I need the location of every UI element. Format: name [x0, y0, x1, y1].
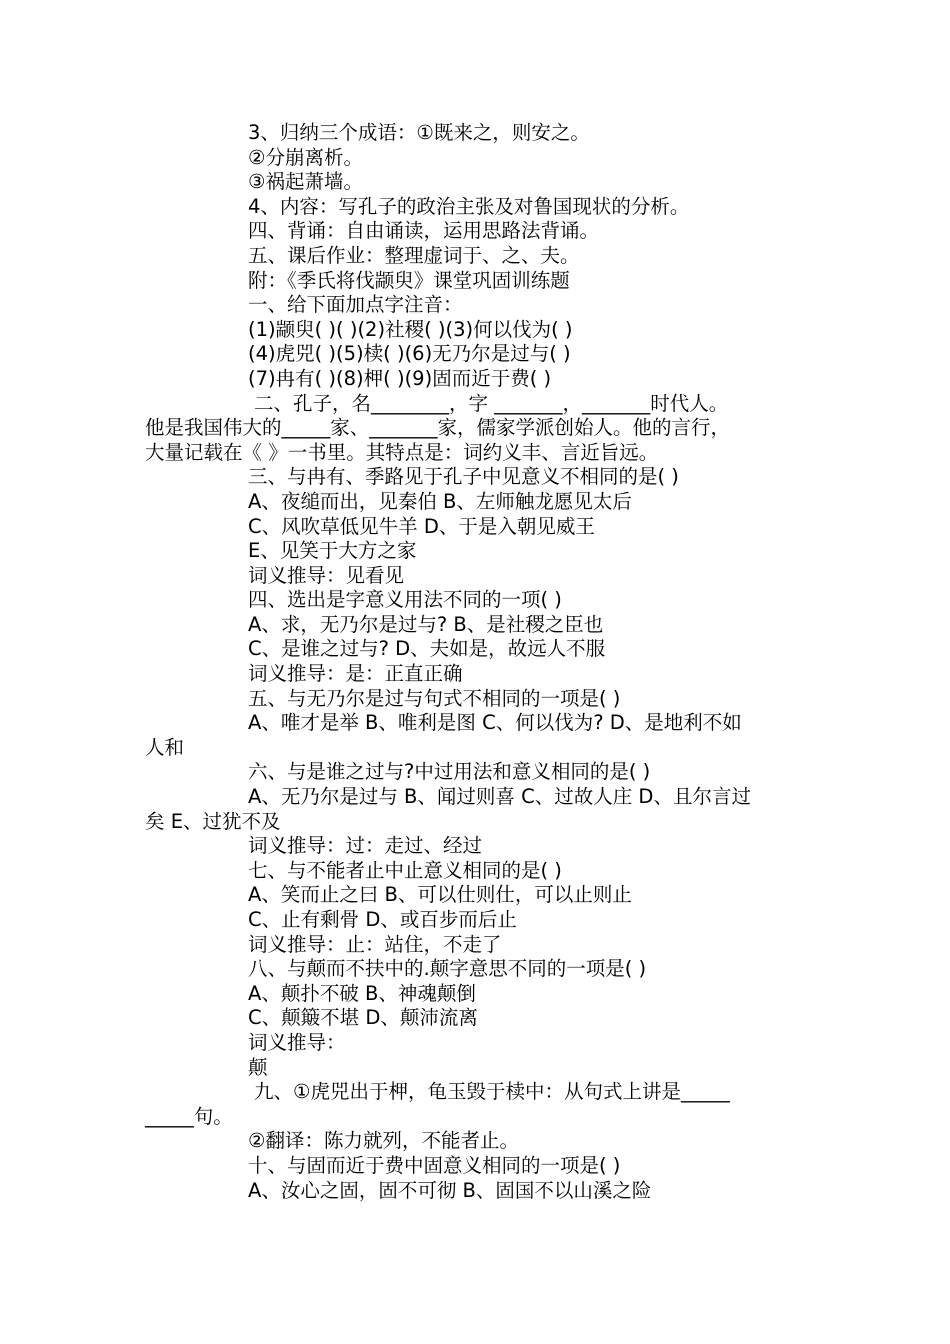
text-line: 词义推导：是：正直正确: [248, 662, 463, 686]
text-line: 矣 E、过犹不及: [145, 809, 281, 833]
text-line: 九、①虎兕出于柙，龟玉毁于椟中：从句式上讲是_____: [254, 1080, 730, 1104]
text-line: 五、与无乃尔是过与句式不相同的一项是( ): [248, 686, 621, 710]
text-line: E、见笑于大方之家: [248, 539, 417, 563]
text-line: 二、孔子，名________，字 _______，_______时代人。: [254, 391, 729, 415]
text-line: 词义推导：止：站住，不走了: [248, 932, 502, 956]
document-body: [0, 121, 950, 1203]
text-line: C、风吹草低见牛羊 D、于是入朝见威王: [248, 514, 595, 538]
text-line: 大量记载在《 》一书里。其特点是：词约义丰、言近旨远。: [145, 440, 659, 464]
text-line: (7)冉有( )(8)柙( )(9)固而近于费( ): [248, 366, 552, 390]
text-line: 3、归纳三个成语：①既来之，则安之。: [248, 121, 590, 144]
text-line: C、是谁之过与? D、夫如是，故远人不服: [248, 637, 606, 661]
text-line: A、汝心之固，固不可彻 B、固国不以山溪之险: [248, 1178, 652, 1202]
text-line: _____句。: [145, 1104, 233, 1128]
text-line: 五、课后作业：整理虚词于、之、夫。: [248, 243, 580, 267]
text-line: 人和: [145, 735, 185, 759]
text-line: ②翻译：陈力就列，不能者止。: [248, 1129, 519, 1153]
text-line: (1)颛臾( )( )(2)社稷( )(3)何以伐为( ): [248, 317, 573, 341]
text-line: 六、与是谁之过与?中过用法和意义相同的是( ): [248, 760, 651, 784]
text-line: C、颠簸不堪 D、颠沛流离: [248, 1006, 478, 1030]
text-line: ②分崩离析。: [248, 145, 363, 169]
text-line: A、笑而止之曰 B、可以仕则仕，可以止则止: [248, 883, 632, 907]
text-line: 词义推导：见看见: [248, 563, 405, 587]
text-line: 七、与不能者止中止意义相同的是( ): [248, 858, 562, 882]
text-line: 词义推导：过：走过、经过: [248, 834, 483, 858]
text-line: 他是我国伟大的_____家、_______家，儒家学派创始人。他的言行，: [145, 416, 731, 440]
text-line: A、颠扑不破 B、神魂颠倒: [248, 981, 476, 1005]
text-line: ③祸起萧墙。: [248, 170, 363, 194]
text-line: 三、与冉有、季路见于孔子中见意义不相同的是( ): [248, 465, 679, 489]
text-line: 附：《季氏将伐颛臾》课堂巩固训练题: [248, 268, 570, 292]
text-line: 八、与颠而不扶中的.颠字意思不同的一项是( ): [248, 957, 647, 981]
text-line: 4、内容：写孔子的政治主张及对鲁国现状的分析。: [248, 194, 690, 218]
text-line: 十、与固而近于费中固意义相同的一项是( ): [248, 1153, 621, 1177]
text-line: 四、选出是字意义用法不同的一项( ): [248, 588, 562, 612]
text-line: 颠: [248, 1055, 268, 1079]
text-line: A、求，无乃尔是过与? B、是社稷之臣也: [248, 612, 604, 636]
text-line: A、无乃尔是过与 B、闻过则喜 C、过故人庄 D、且尔言过: [248, 785, 751, 809]
text-line: 四、背诵：自由诵读，运用思路法背诵。: [248, 219, 600, 243]
text-line: C、止有剩骨 D、或百步而后止: [248, 908, 517, 931]
text-line: 词义推导：: [248, 1030, 346, 1054]
text-line: A、唯才是举 B、唯利是图 C、何以伐为? D、是地利不如: [248, 711, 742, 735]
text-line: (4)虎兕( )(5)椟( )(6)无乃尔是过与( ): [248, 342, 571, 366]
text-line: 一、给下面加点字注音：: [248, 293, 463, 317]
text-line: A、夜缒而出，见秦伯 B、左师触龙愿见太后: [248, 489, 632, 513]
